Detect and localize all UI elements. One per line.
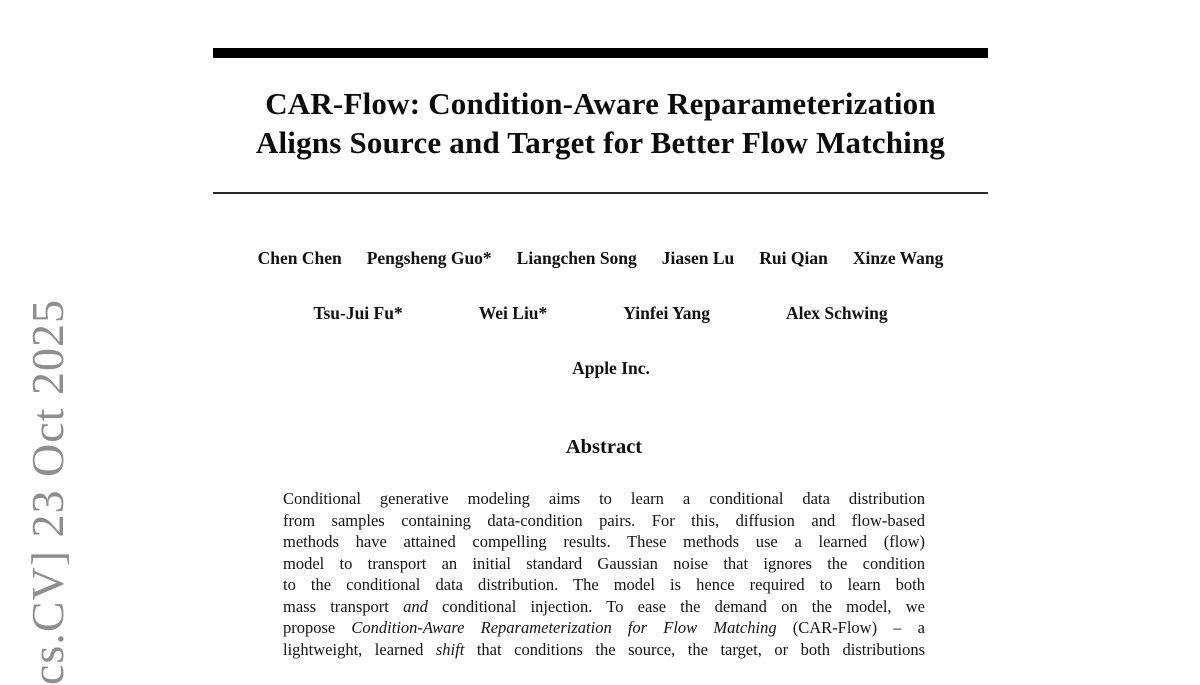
author-name: Rui Qian	[759, 248, 828, 268]
author-name: Liangchen Song	[516, 248, 637, 268]
abstract-heading: Abstract	[565, 436, 643, 458]
author-row-2	[213, 303, 988, 324]
author-name: Wei Liu*	[478, 303, 548, 323]
abstract-line: propose Condition-Aware Reparameterization for Flow Matching (CAR-Flow) – a	[283, 618, 925, 637]
author-name: Chen Chen	[257, 248, 342, 268]
title-line-2: Aligns Source and Target for Better Flow Matching	[255, 125, 946, 160]
abstract-line: mass transport and conditional injection. To ease the demand on the model, we	[283, 596, 925, 616]
author-name: Xinze Wang	[852, 248, 944, 268]
top-thick-rule	[213, 48, 988, 58]
title-bottom-rule	[213, 192, 988, 194]
paper-title	[213, 84, 988, 162]
author-name: Pengsheng Guo*	[366, 248, 492, 268]
abstract-text	[283, 488, 925, 660]
author-row-1	[213, 248, 988, 269]
abstract-line: Conditional generative modeling aims to learn a conditional data distribution	[283, 489, 925, 508]
author-name: Tsu-Jui Fu*	[313, 303, 403, 323]
author-name: Yinfei Yang	[623, 303, 710, 323]
abstract-line: methods have attained compelling results. These methods use a learned (flow)	[283, 532, 925, 551]
author-name: Jiasen Lu	[661, 248, 735, 268]
affiliation: Apple Inc.	[572, 358, 650, 378]
title-line-1: CAR-Flow: Condition-Aware Reparameterization	[265, 86, 936, 121]
arxiv-watermark: cs.CV] 23 Oct 2025	[22, 299, 73, 685]
abstract-line: model to transport an initial standard Gaussian noise that ignores the condition	[283, 553, 925, 573]
abstract-line: from samples containing data-condition pairs. For this, diffusion and flow-based	[283, 510, 925, 530]
author-name: Alex Schwing	[786, 303, 888, 323]
abstract-line: lightweight, learned shift that conditions the source, the target, or both distributions	[283, 639, 925, 659]
abstract-line: to the conditional data distribution. The model is hence required to learn both	[283, 575, 925, 594]
